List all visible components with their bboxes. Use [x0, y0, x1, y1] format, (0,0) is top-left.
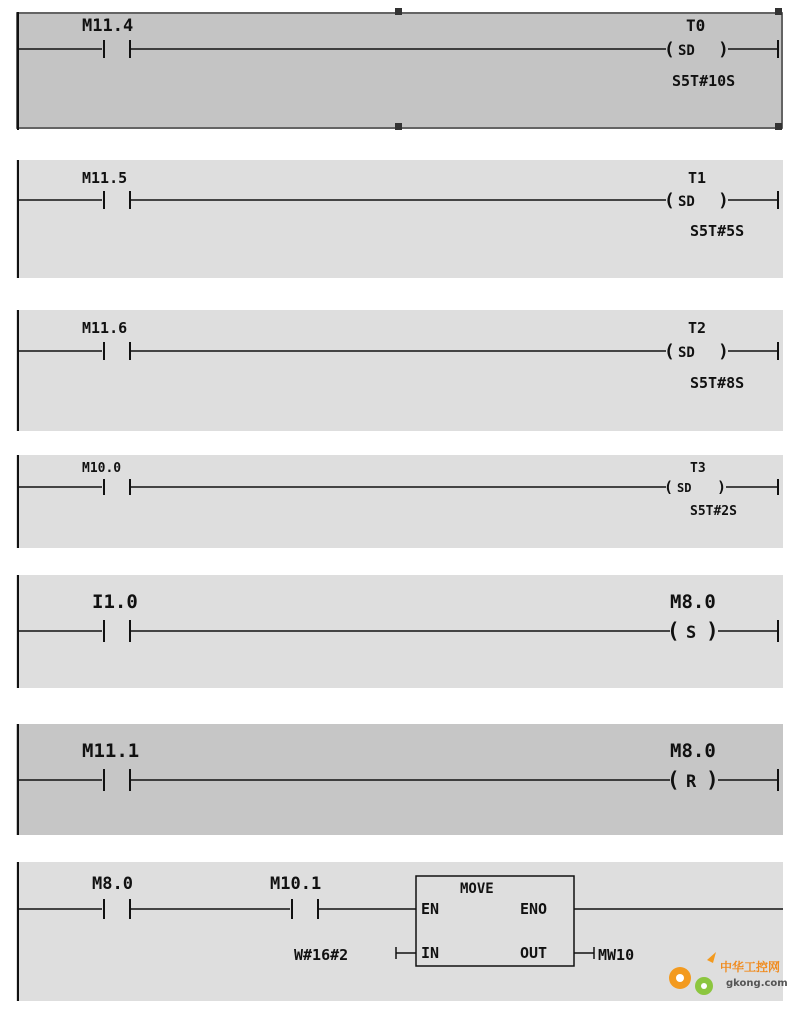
coil-type: SD: [678, 43, 695, 59]
in-pin: IN: [421, 944, 440, 962]
coil-type: SD: [678, 345, 695, 361]
out-pin: OUT: [520, 944, 548, 962]
coil-address[interactable]: T0: [686, 16, 706, 35]
network-2[interactable]: [16, 160, 783, 278]
coil-address[interactable]: M8.0: [670, 740, 716, 762]
out-operand[interactable]: MW10: [598, 946, 635, 964]
contact-address[interactable]: M11.1: [82, 740, 140, 762]
network-4-background: [16, 455, 783, 548]
timer-value[interactable]: S5T#5S: [690, 222, 745, 240]
contact-address[interactable]: M11.6: [82, 319, 128, 337]
selection-handle[interactable]: [775, 123, 782, 130]
eno-pin: ENO: [520, 900, 548, 918]
move-block-title: MOVE: [460, 881, 494, 897]
timer-value[interactable]: S5T#8S: [690, 374, 745, 392]
svg-text:(: (: [664, 341, 675, 362]
coil-address[interactable]: T2: [688, 319, 707, 337]
svg-text:(: (: [667, 768, 680, 792]
svg-text:): ): [718, 39, 729, 60]
coil-address[interactable]: T3: [690, 461, 706, 476]
in-operand[interactable]: W#16#2: [294, 946, 349, 964]
network-3-background: [16, 310, 783, 431]
coil-type: R: [686, 772, 697, 792]
svg-text:(: (: [667, 619, 680, 643]
contact-address[interactable]: I1.0: [92, 591, 138, 613]
move-block-frame: [416, 876, 574, 966]
watermark-url: gkong.com: [726, 978, 788, 989]
contact-address[interactable]: M10.0: [82, 461, 122, 476]
selection-handle[interactable]: [775, 8, 782, 15]
svg-text:(: (: [664, 478, 674, 496]
en-pin: EN: [421, 900, 440, 918]
coil[interactable]: [667, 768, 719, 792]
network-6[interactable]: [16, 724, 783, 835]
coil-type: SD: [678, 194, 695, 210]
svg-text:): ): [706, 768, 719, 792]
coil-type: S: [686, 623, 697, 643]
watermark-title: 中华工控网: [720, 960, 781, 974]
network-7[interactable]: [16, 862, 783, 1001]
network-2-background: [16, 160, 783, 278]
timer-value[interactable]: S5T#2S: [690, 504, 737, 519]
timer-value[interactable]: S5T#10S: [672, 72, 736, 90]
svg-text:(: (: [664, 190, 675, 211]
svg-text:): ): [717, 478, 727, 496]
selection-handle[interactable]: [395, 8, 402, 15]
coil-type: SD: [677, 481, 692, 495]
svg-text:(: (: [664, 39, 675, 60]
network-4[interactable]: [16, 455, 783, 548]
network-3[interactable]: [16, 310, 783, 431]
coil[interactable]: [667, 619, 719, 643]
network-1[interactable]: [16, 8, 783, 130]
move-block[interactable]: [416, 876, 574, 966]
contact-address[interactable]: M8.0: [92, 874, 133, 894]
network-5[interactable]: [16, 575, 783, 688]
svg-text:): ): [706, 619, 719, 643]
svg-text:): ): [718, 190, 729, 211]
coil-address[interactable]: M8.0: [670, 591, 716, 613]
svg-text:): ): [718, 341, 729, 362]
selection-handle[interactable]: [395, 123, 402, 130]
contact-address[interactable]: M10.1: [270, 874, 322, 894]
contact-address[interactable]: M11.4: [82, 16, 134, 36]
coil-address[interactable]: T1: [688, 169, 707, 187]
contact-address[interactable]: M11.5: [82, 169, 128, 187]
